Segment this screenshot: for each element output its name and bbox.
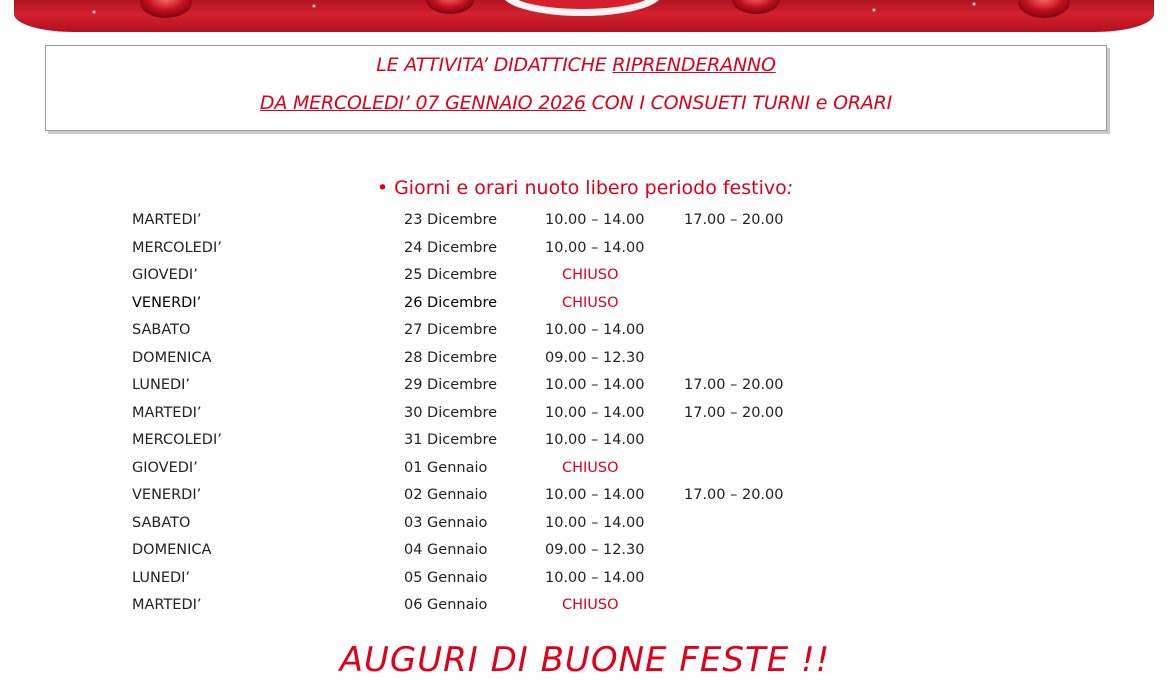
day-label: GIOVEDI’ (132, 459, 198, 476)
schedule-row (0, 240, 1170, 264)
date-label: 06 Gennaio (404, 597, 488, 613)
date-label: 29 Dicembre (404, 377, 498, 393)
notice-line-2 (46, 92, 1106, 114)
schedule-row (0, 597, 1170, 621)
schedule-row (0, 377, 1170, 401)
time-slot-2: 17.00 – 20.00 (684, 377, 784, 393)
time-slot-2: 17.00 – 20.00 (684, 212, 784, 228)
resume-notice-box (45, 45, 1107, 131)
time-slot-1: 10.00 – 14.00 (545, 377, 645, 393)
schedule-row (0, 295, 1170, 319)
section-heading (0, 177, 1170, 199)
date-label: 02 Gennaio (404, 487, 488, 503)
time-slot-1: 10.00 – 14.00 (545, 404, 645, 421)
time-slot-2: 17.00 – 20.00 (684, 487, 784, 503)
section-heading-text: Giorni e orari nuoto libero periodo festivo (394, 177, 787, 199)
schedule-row (0, 212, 1170, 236)
date-label: 25 Dicembre (404, 267, 498, 283)
time-slot-1: CHIUSO (562, 459, 619, 476)
date-label: 30 Dicembre (404, 404, 498, 421)
schedule-row (0, 432, 1170, 456)
day-label: MERCOLEDI’ (132, 239, 222, 256)
day-label: MARTEDI’ (132, 212, 202, 228)
time-slot-1: 10.00 – 14.00 (545, 569, 645, 586)
time-slot-1: 10.00 – 14.00 (545, 487, 645, 503)
bullet-icon: • (376, 177, 389, 199)
notice-underlined-text: RIPRENDERANNO (612, 54, 776, 76)
day-label: SABATO (132, 514, 191, 531)
time-slot-1: 10.00 – 14.00 (545, 432, 645, 448)
time-slot-1: 09.00 – 12.30 (545, 542, 645, 558)
ornament-icon (14, 0, 1154, 32)
day-label: SABATO (132, 322, 191, 338)
greeting-text: AUGURI DI BUONE FESTE !! (339, 640, 831, 680)
schedule-row (0, 515, 1170, 539)
time-slot-1: CHIUSO (562, 597, 619, 613)
schedule-row (0, 322, 1170, 346)
day-label: MARTEDI’ (132, 597, 202, 613)
date-label: 31 Dicembre (404, 432, 498, 448)
notice-text: CON I CONSUETI TURNI e ORARI (585, 92, 893, 114)
day-label: GIOVEDI’ (132, 267, 198, 283)
notice-underlined-date: DA MERCOLEDI’ 07 GENNAIO 2026 (259, 92, 586, 114)
day-label: DOMENICA (132, 349, 212, 366)
time-slot-1: CHIUSO (562, 267, 619, 283)
date-label: 24 Dicembre (404, 239, 498, 256)
time-slot-1: 10.00 – 14.00 (545, 212, 645, 228)
schedule-row (0, 570, 1170, 594)
schedule-row (0, 460, 1170, 484)
notice-line-1 (46, 54, 1106, 76)
day-label: MERCOLEDI’ (132, 432, 222, 448)
date-label: 05 Gennaio (404, 569, 488, 586)
day-label: VENERDI’ (132, 487, 202, 503)
time-slot-1: 10.00 – 14.00 (545, 322, 645, 338)
section-heading-suffix: : (786, 177, 794, 199)
date-label: 03 Gennaio (404, 514, 488, 531)
schedule-row (0, 267, 1170, 291)
day-label: DOMENICA (132, 542, 212, 558)
time-slot-2: 17.00 – 20.00 (684, 404, 784, 421)
schedule-row (0, 542, 1170, 566)
day-label: MARTEDI’ (132, 404, 202, 421)
notice-text: LE ATTIVITA’ DIDATTICHE (376, 54, 613, 76)
date-label: 23 Dicembre (404, 212, 498, 228)
time-slot-1: CHIUSO (562, 294, 619, 311)
date-label: 04 Gennaio (404, 542, 488, 558)
date-label: 26 Dicembre (404, 294, 498, 311)
day-label: LUNEDI’ (132, 569, 191, 586)
date-label: 28 Dicembre (404, 349, 498, 366)
date-label: 27 Dicembre (404, 322, 498, 338)
day-label: VENERDI’ (132, 294, 202, 311)
time-slot-1: 10.00 – 14.00 (545, 514, 645, 531)
decorative-banner (14, 0, 1154, 32)
schedule-row (0, 350, 1170, 374)
schedule-row (0, 487, 1170, 511)
time-slot-1: 09.00 – 12.30 (545, 349, 645, 366)
day-label: LUNEDI’ (132, 377, 191, 393)
date-label: 01 Gennaio (404, 459, 488, 476)
schedule-row (0, 405, 1170, 429)
time-slot-1: 10.00 – 14.00 (545, 239, 645, 256)
